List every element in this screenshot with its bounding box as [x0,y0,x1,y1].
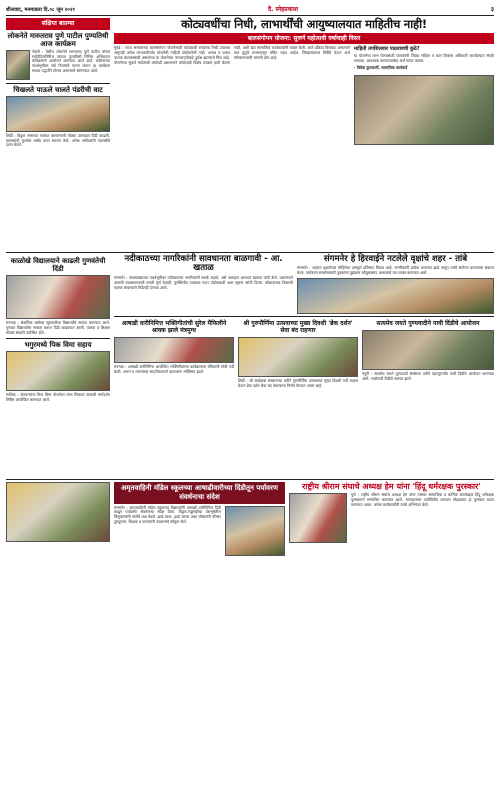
story3-text: मनमाड : शैक्षणिक वर्षाच्या सुरुवातीला विद्यार्थ्यांचे स्वागत करण्यात आले. गुणवंत विद्यार्थ्यांचा सत्कार करून दिंडी काढण्यात आली. पालक व शिक्षक मोठ्या संख्येने उपस्थित होते. [6,320,110,335]
brief-news-title: संक्षिप्त बातम्या [6,18,110,30]
guru-text: शिर्डी : श्री साईबाबा संस्थानच्या वतीने गुरुपौर्णिमा उत्सवाच्या मुख्य दिवशी गर्दी लक्षात घेऊन ब्रेक दर्शन सेवा बंद ठेवण्याचा निर्णय घेण्यात आला आहे. [238,377,358,388]
story3-headline: काळोखे विद्यालयाने काढली गुणवंतेची दिंडी [10,257,106,274]
bottom-left-filler [6,482,110,556]
sidebox-author: - विवेक कुलकर्णी, सामाजिक कार्यकर्ते [354,65,408,71]
award-text: पुणे : राष्ट्रीय श्रीराम संघाचे अध्यक्ष हेम यांना त्यांच्या सामाजिक व धार्मिक कार्याबद्दल हिंदू धर्मरक्षक पुरस्काराने सन्मानित करण्यात आले. मान्यवरांच्या उपस्थितीत शानदार सोहळ्यात हा पुरस्कार प्रदान करण्यात आला. अनेक कार्यकर्त्यांनी त्यांचे अभिनंदन केले. [350,492,494,508]
school-headline: अमृतवाहिनी मॉडेल स्कूलच्या आषाढीवारीच्या दिंडीतून पर्यावरण संवर्धनाचा संदेश [114,482,285,504]
lead-banner: बालसंगोपन योजना: सुवर्ण महोत्सवी वर्षाचाही विसर [114,33,494,45]
school-photo [225,506,285,556]
tree-text: संगमनेर : शहरात वृक्षारोपण मोहिमेला उत्स्फूर्त प्रतिसाद मिळत आहे. नागरिकांनी प्रत्येक प्रभागात झाडे लावून त्यांचे संगोपन करण्याचा संकल्प केला. पर्यावरण संवर्धनासाठी युवकांचा पुढाकार कौतुकास्पद असल्याचे मत व्यक्त करण्यात आले. [297,265,494,276]
left-lower-column [6,255,110,477]
river-text: संगमनेर : पावसाळ्याच्या पार्श्वभूमीवर नदीकाठच्या नागरिकांनी सतर्क राहावे, असे आवाहन आमदार खताळ यांनी केले. प्रशासनाने आपत्ती व्यवस्थापनाची तयारी पूर्ण ठेवावी, पूरस्थितीत तात्काळ मदत पोहोचवावी अशा सूचना त्यांनी दिल्या. धोकादायक ठिकाणी फलक लावण्याचे निर्देशही देण्यात आले. [114,274,294,290]
dindi-photo [362,330,494,370]
lead-sidebox [354,46,494,242]
dindi-headline: सत्यमेव जयते पुण्यवादीने पायी दिंडीचे आयोजन [376,320,480,328]
guru-headline: श्री गुरुपौर्णिमा उत्सवाच्या मुख्य दिवशी 'ब्रेक दर्शन' सेवा बंद राहणार [243,320,353,335]
story3-photo [6,275,110,319]
lead-photo [354,75,494,145]
story2-text: शिर्डी : विठ्ठल नामाच्या गजरात वारकऱ्यांनी मोठ्या उत्साहात दिंडी काढली. ग्रामस्थांनी फुलांचा वर्षाव करत स्वागत केले. अनेक भाविकांनी पालखीचे दर्शन घेतले. [6,132,110,148]
masthead-title: दै. स्नेहप्रकाश [267,6,298,14]
award-headline: राष्ट्रीय श्रीराम संघाचे अध्यक्ष हेम यांना 'हिंदू धर्मरक्षक पुरस्कार' [302,482,481,491]
school-text: संगमनेर : अमृतवाहिनी मॉडेल स्कूलच्या विद्यार्थ्यांनी आषाढी वारीनिमित्त दिंडी काढून पर्यावरण संवर्धनाचा संदेश दिला. विठ्ठल-रखुमाईच्या वेशभूषेतील चिमुकल्यांनी सर्वांचे लक्ष वेधले. झाडे लावा, झाडे जगवा अशा घोषणांनी परिसर दुमदुमला. शिक्षक व पालकांनी उपक्रमाचे कौतुक केले. [114,504,221,525]
story1-headline: लोकनेते मारुतराव पुणे पाटील पुण्यतिथी आज कार्यक्रम [7,31,109,48]
brief-news-column [6,18,110,250]
tree-photo [297,278,494,314]
lead-story [114,18,494,250]
concert-text: मनमाड : आषाढी वारीनिमित्त आयोजित भक्तिगीतांच्या कार्यक्रमाला रसिकांनी मोठी गर्दी केली. अभंग व भजनांच्या सादरीकरणाने वातावरण भक्तिमय झाले. [114,363,234,374]
lead-headline: कोट्यवधींचा निधी, लाभार्थींची आयुष्यालयात माहितीच नाही! [181,17,427,31]
masthead-date: शीलवाद, मनमाडला दि.०८ जून २०२१ [6,6,76,13]
story2-photo [6,96,110,132]
river-story [114,255,293,314]
dindi-story [362,319,494,437]
sidebox-headline: माहिती तपशिलवार पाठवायची कुठे? [354,46,420,53]
school-story [114,482,285,556]
river-headline: नदीकाठच्या नागरिकांनी सावधानता बाळगावी - आ. खताळ [124,254,283,274]
tree-headline: संगमनेर हे हिरवाईने नटलेले वृक्षांचे शहर - तांबे [323,254,468,264]
middle-stories [114,255,494,477]
award-story [289,482,494,556]
story1-text: नेवासे : येथील लोकनेते मारुतराव पुणे पाटील यांच्या स्मृतिदिनानिमित्त त्यांच्या पुण्यतिथी निमित्त अभिवादन कार्यक्रमाचे आयोजन करण्यात आले आहे. कोरोनाच्या पार्श्वभूमीवर सर्व नियमांचे पालन करून हा कार्यक्रम साध्या पद्धतीने होणार असल्याचे सांगण्यात आले. [32,48,110,74]
lead-body: मुंबई : राज्य सरकारच्या बालसंगोपन योजनेसाठी कोट्यवधी रुपयांचा निधी उपलब्ध असूनही अनेक लाभार्थ्यांपर्यंत योजनेची माहिती पोहोचलेली नाही. अनाथ व एकल पालक बालकांसाठी असलेल्या या योजनेच्या जनजागृतीकडे दुर्लक्ष झाल्याचे चित्र आहे. योजनेच्या सुवर्ण महोत्सवी वर्षातही प्रशासनाने कोणताही विशेष उपक्रम हाती घेतला नाही, अशी खंत सामाजिक कार्यकर्त्यांनी व्यक्त केली. अर्ज प्रक्रिया किचकट असल्याने पात्र कुटुंबे लाभापासून वंचित राहत आहेत. जिल्हास्तरावर शिबिरे घेऊन अर्ज स्वीकारण्याची मागणी होत आहे. [114,45,350,65]
dindi-text: राहुरी : सत्यमेव जयते पुण्यवादी संस्थेच्या वतीने पंढरपूरपर्यंत पायी दिंडीचे आयोजन करण्यात आले. गावोगावी दिंडीचे स्वागत झाले. [362,371,494,381]
bottom-section [6,482,494,556]
story2-headline: चिखलते पाऊले चालते पंडरीची वाट [13,85,103,94]
sidebox-text: या योजनेचा लाभ घेण्यासाठी पालकांनी जिल्हा महिला व बाल विकास अधिकारी कार्यालयात संपर्क साधावा. आवश्यक कागदपत्रांसह अर्ज सादर करावा. [354,53,494,64]
award-photo [289,493,347,543]
middle-section [6,255,494,477]
concert-headline: आषाढी वारीनिमित्त भक्तिगीतांची सुरेल मैफिलीने श्रावक झाले मंत्रमुग्ध [121,320,227,335]
portrait-photo [6,50,30,80]
guru-story [238,319,358,437]
story4-photo [6,351,110,391]
top-section [6,18,494,250]
tree-story [297,255,494,314]
guru-photo [238,337,358,377]
concert-story [114,319,234,437]
page-number: ३ [490,6,494,14]
story4-text: नाशिक : शेतकऱ्यांना पिक विमा योजनेचा लाभ मिळावा यासाठी मार्गदर्शन शिबिर आयोजित करण्यात आले. [6,391,110,402]
masthead [6,6,494,16]
crop-insurance-photo [6,482,110,542]
concert-photo [114,337,234,363]
story4-headline: भगुरमध्ये पिक विमा सहाय [24,340,92,349]
